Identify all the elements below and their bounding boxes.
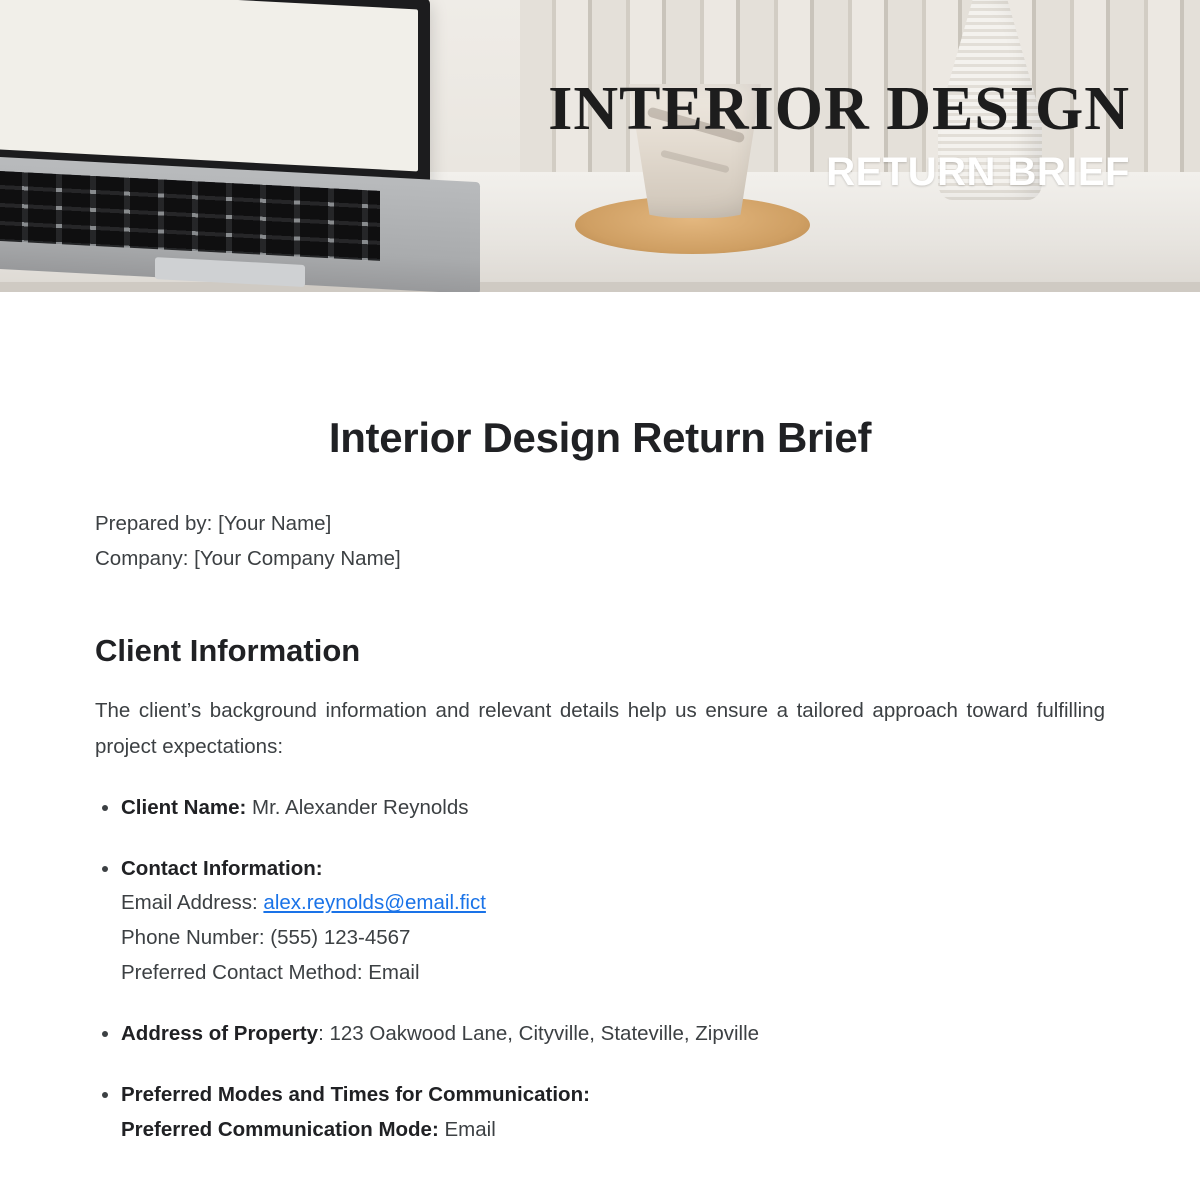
document-meta	[95, 506, 1105, 577]
prepared-by-line: Prepared by: [Your Name]	[95, 512, 332, 535]
list-item	[121, 1078, 1105, 1148]
list-item	[121, 1017, 1105, 1052]
preferred-communication-mode-value: Email	[444, 1117, 496, 1141]
hero-title-main: INTERIOR DESIGN	[548, 75, 1130, 143]
section-intro-client-information: The client’s background information and relevant details help us ensure a tailored approach toward fulfilling project expectations:	[95, 698, 1105, 758]
page-title: Interior Design Return Brief	[328, 414, 872, 461]
client-information-list	[95, 791, 1105, 1148]
client-name-value: Mr. Alexander Reynolds	[252, 795, 469, 819]
company-line: Company: [Your Company Name]	[95, 547, 401, 571]
counter-edge-decoration	[0, 282, 1200, 292]
laptop-screen-inner	[0, 0, 418, 171]
contact-information-label: Contact Information:	[121, 856, 323, 880]
list-item	[121, 852, 1105, 991]
address-of-property-value: : 123 Oakwood Lane, Cityville, Stateville, Zipville	[318, 1021, 760, 1045]
hero-title-block	[548, 75, 1130, 194]
document-body	[0, 292, 1200, 1147]
phone-number-line: Phone Number: (555) 123-4567	[121, 926, 411, 950]
list-item	[121, 791, 1105, 826]
preferred-modes-times-label: Preferred Modes and Times for Communication:	[121, 1082, 590, 1106]
email-address-line	[121, 886, 1105, 921]
hero-title-sub: RETURN BRIEF	[826, 150, 1130, 194]
preferred-communication-mode-line	[121, 1113, 1105, 1148]
client-name-label: Client Name:	[121, 795, 247, 819]
laptop-keyboard	[0, 169, 380, 261]
email-address-link[interactable]: alex.reynolds@email.fict	[263, 891, 486, 915]
hero-banner	[0, 0, 1200, 292]
email-address-label: Email Address:	[121, 891, 264, 915]
preferred-communication-mode-label: Preferred Communication Mode:	[121, 1117, 439, 1141]
section-heading-client-information: Client Information	[95, 632, 361, 668]
preferred-contact-method-line: Preferred Contact Method: Email	[121, 961, 420, 985]
address-of-property-label: Address of Property	[121, 1021, 319, 1045]
